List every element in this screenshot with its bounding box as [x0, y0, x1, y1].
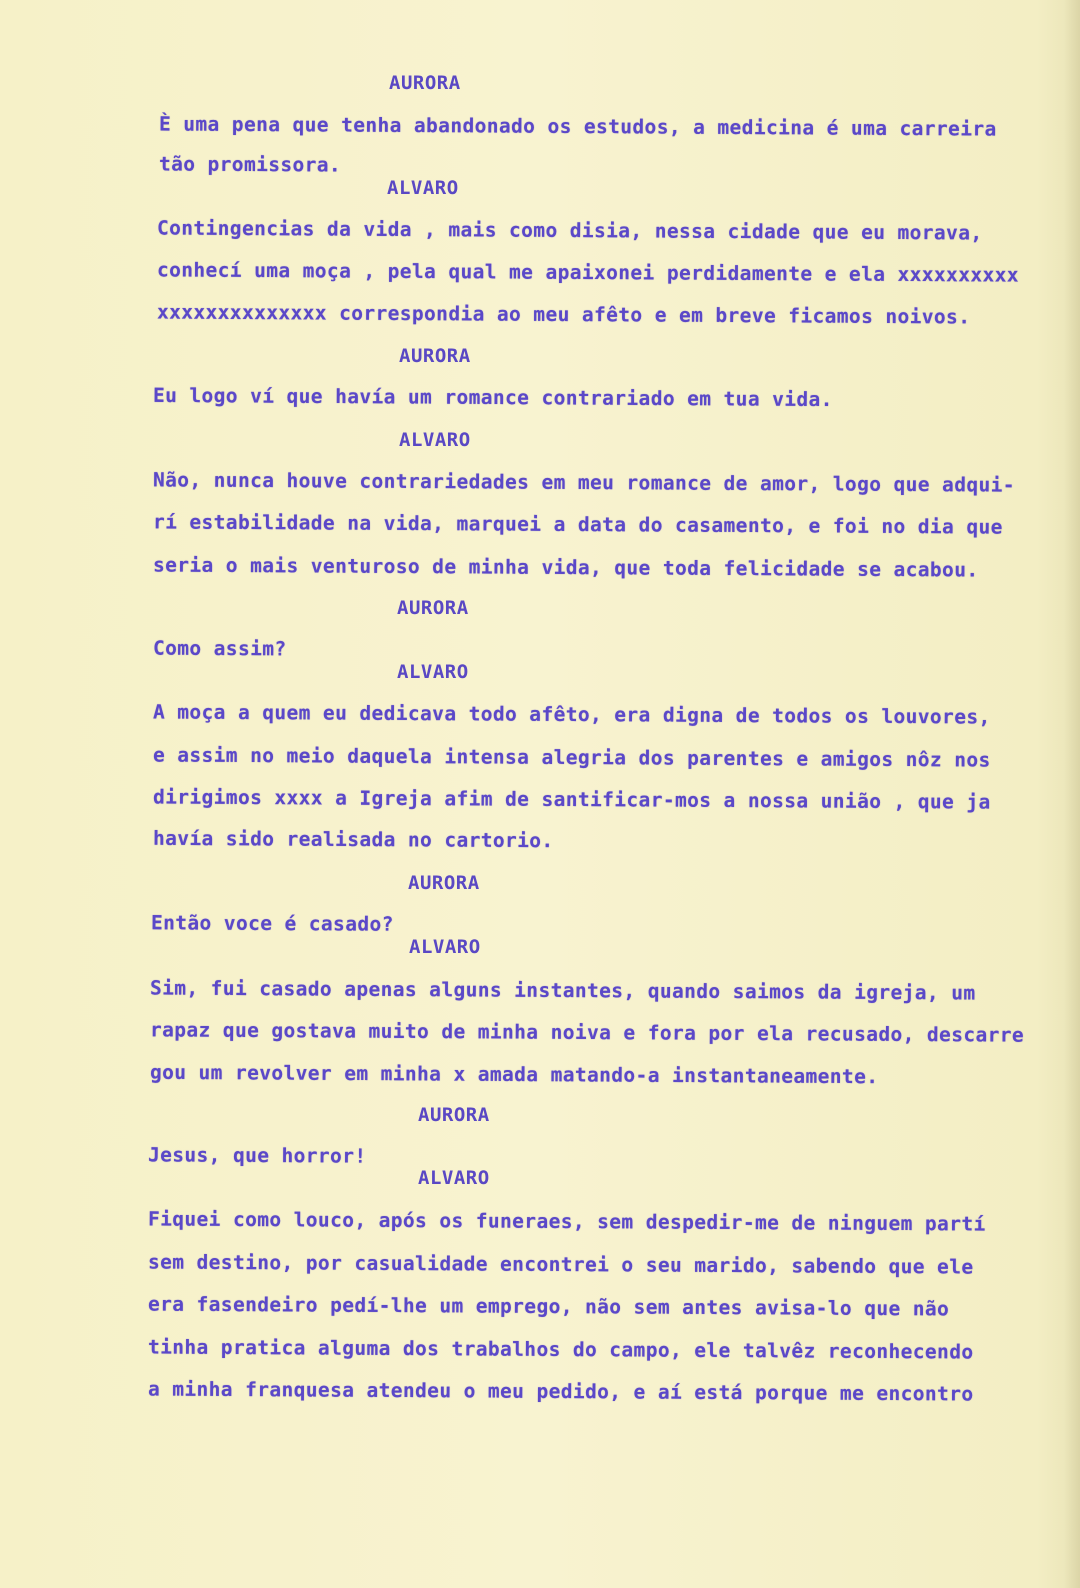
speaker-name: ALVARO: [399, 429, 471, 451]
dialogue-line: conhecí uma moça , pela qual me apaixonei perdidamente e ela xxxxxxxxxx: [156, 258, 1020, 287]
dialogue-line: Contingencias da vida , mais como disia, nessa cidade que eu morava,: [156, 216, 983, 245]
speaker-name: AURORA: [389, 72, 461, 94]
dialogue-line: sem destino, por casualidade encontrei o seu marido, sabendo que ele: [147, 1250, 974, 1279]
dialogue-line: a minha franquesa atendeu o meu pedido, e aí está porque me encontro: [147, 1377, 974, 1406]
speaker-name: AURORA: [418, 1104, 490, 1126]
speaker-name: AURORA: [408, 872, 480, 894]
dialogue-line: tinha pratica alguma dos trabalhos do campo, ele talvêz reconhecendo: [147, 1335, 974, 1364]
dialogue-line: Jesus, que horror!: [147, 1143, 367, 1168]
dialogue-line: Não, nunca houve contrariedades em meu romance de amor, logo que adqui-: [152, 468, 1016, 497]
dialogue-line: dirigimos xxxx a Igreja afim de santificar-mos a nossa união , que ja: [152, 785, 991, 814]
speaker-name: AURORA: [397, 597, 469, 619]
dialogue-line: Eu logo ví que havía um romance contrariado em tua vida.: [152, 383, 833, 412]
dialogue-line: e assim no meio daquela intensa alegria dos parentes e amigos nôz nos: [152, 743, 991, 772]
dialogue-line: havía sido realisada no cartorio.: [152, 826, 554, 853]
dialogue-line: A moça a quem eu dedicava todo afêto, era digna de todos os louvores,: [152, 700, 991, 729]
dialogue-line: Fiquei como louco, após os funeraes, sem despedir-me de ninguem partí: [147, 1207, 986, 1236]
dialogue-line: gou um revolver em minha x amada matando-a instantaneamente.: [149, 1060, 879, 1089]
speaker-name: ALVARO: [409, 936, 481, 958]
dialogue-line: seria o mais venturoso de minha vida, que toda felicidade se acabou.: [152, 553, 979, 582]
page-edge-shadow: [1064, 0, 1080, 1588]
dialogue-line: tão promissora.: [158, 152, 342, 177]
dialogue-line: rí estabilidade na vida, marquei a data do casamento, e foi no dia que: [152, 510, 1003, 539]
dialogue-line: Como assim?: [152, 636, 287, 661]
dialogue-line: È uma pena que tenha abandonado os estudos, a medicina é uma carreira: [158, 112, 997, 141]
dialogue-line: Sim, fui casado apenas alguns instantes, quando saimos da igreja, um: [149, 976, 976, 1005]
speaker-name: ALVARO: [397, 661, 469, 683]
speaker-name: ALVARO: [387, 177, 459, 199]
speaker-name: ALVARO: [418, 1167, 490, 1189]
dialogue-line: rapaz que gostava muito de minha noiva e fora por ela recusado, descarre: [149, 1018, 1025, 1047]
dialogue-line: era fasendeiro pedí-lhe um emprego, não sem antes avisa-lo que não: [147, 1292, 950, 1321]
speaker-name: AURORA: [399, 345, 471, 367]
dialogue-line: xxxxxxxxxxxxxx correspondia ao meu afêto e em breve ficamos noivos.: [156, 300, 971, 329]
dialogue-line: Então voce é casado?: [150, 911, 394, 936]
